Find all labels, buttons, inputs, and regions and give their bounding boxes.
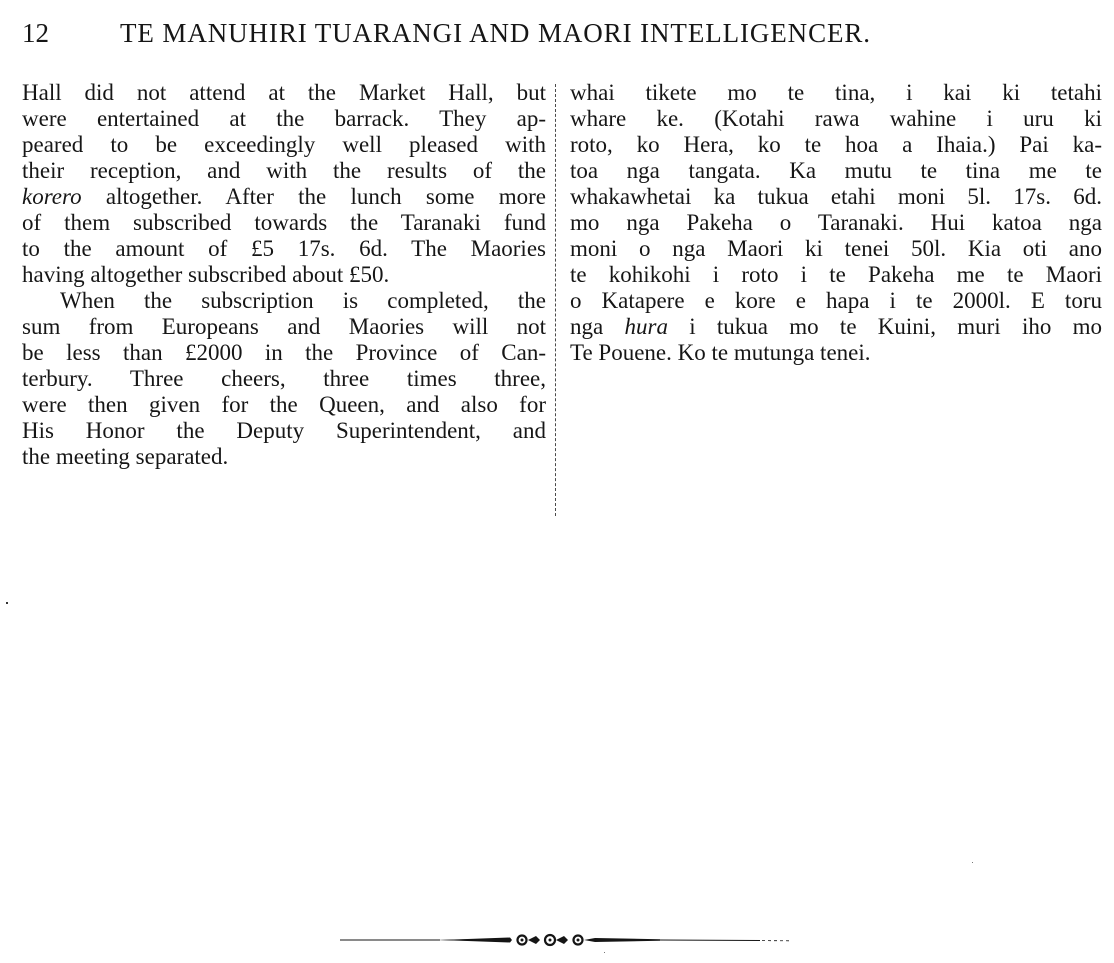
text-line: peared to be exceedingly well pleased with [22,132,546,157]
text-fragment: altogether. After the lunch some more [81,184,546,209]
text-line: whai tikete mo te tina, i kai ki tetahi [570,80,1102,105]
text-fragment: nga [570,314,625,339]
print-speck [6,602,8,604]
text-line: to the amount of £5 17s. 6d. The Maories [22,236,546,261]
print-speck [972,862,973,863]
column-divider [555,84,556,516]
italic-word: hura [624,314,668,339]
text-line: the meeting separated. [22,444,229,469]
text-line: roto, ko Hera, ko te hoa a Ihaia.) Pai ka- [570,132,1102,157]
text-line: whakawhetai ka tukua etahi moni 5l. 17s. 6d. [570,184,1102,209]
text-line [22,184,546,210]
text-line: their reception, and with the results of the [22,158,546,183]
text-line: mo nga Pakeha o Taranaki. Hui katoa nga [570,210,1102,235]
text-line: whare ke. (Kotahi rawa wahine i uru ki [570,106,1102,131]
text-line: of them subscribed towards the Taranaki fund [22,210,546,235]
left-paragraph-2 [22,288,546,470]
left-paragraph-1 [22,80,546,288]
text-line: o Katapere e kore e hapa i te 2000l. E toru [570,288,1102,313]
text-line: be less than £2000 in the Province of Can- [22,340,546,365]
text-line: were then given for the Queen, and also for [22,392,546,417]
text-line: were entertained at the barrack. They ap- [22,106,546,131]
italic-word: korero [22,184,82,209]
print-speck [604,952,605,953]
text-line: te kohikohi i roto i te Pakeha me te Maori [570,262,1102,287]
running-head: TE MANUHIRI TUARANGI AND MAORI INTELLIGENCER. [120,18,871,48]
text-line: toa nga tangata. Ka mutu te tina me te [570,158,1102,183]
text-line: His Honor the Deputy Superintendent, and [22,418,546,443]
right-column [570,80,1102,366]
page-number: 12 [22,18,49,48]
right-paragraph-1 [570,80,1102,366]
text-line: moni o nga Maori ki tenei 50l. Kia oti ano [570,236,1102,261]
text-line: Hall did not attend at the Market Hall, but [22,80,546,105]
text-fragment: i tukua mo te Kuini, muri iho mo [667,314,1102,339]
text-line: sum from Europeans and Maories will not [22,314,546,339]
text-line: having altogether subscribed about £50. [22,262,390,287]
text-line: terbury. Three cheers, three times three, [22,366,546,391]
left-column [22,80,546,470]
text-line: Te Pouene. Ko te mutunga tenei. [570,340,871,365]
text-line [570,314,1102,340]
tail-piece-rule-ornament [340,928,790,952]
text-line: When the subscription is completed, the [60,288,546,313]
